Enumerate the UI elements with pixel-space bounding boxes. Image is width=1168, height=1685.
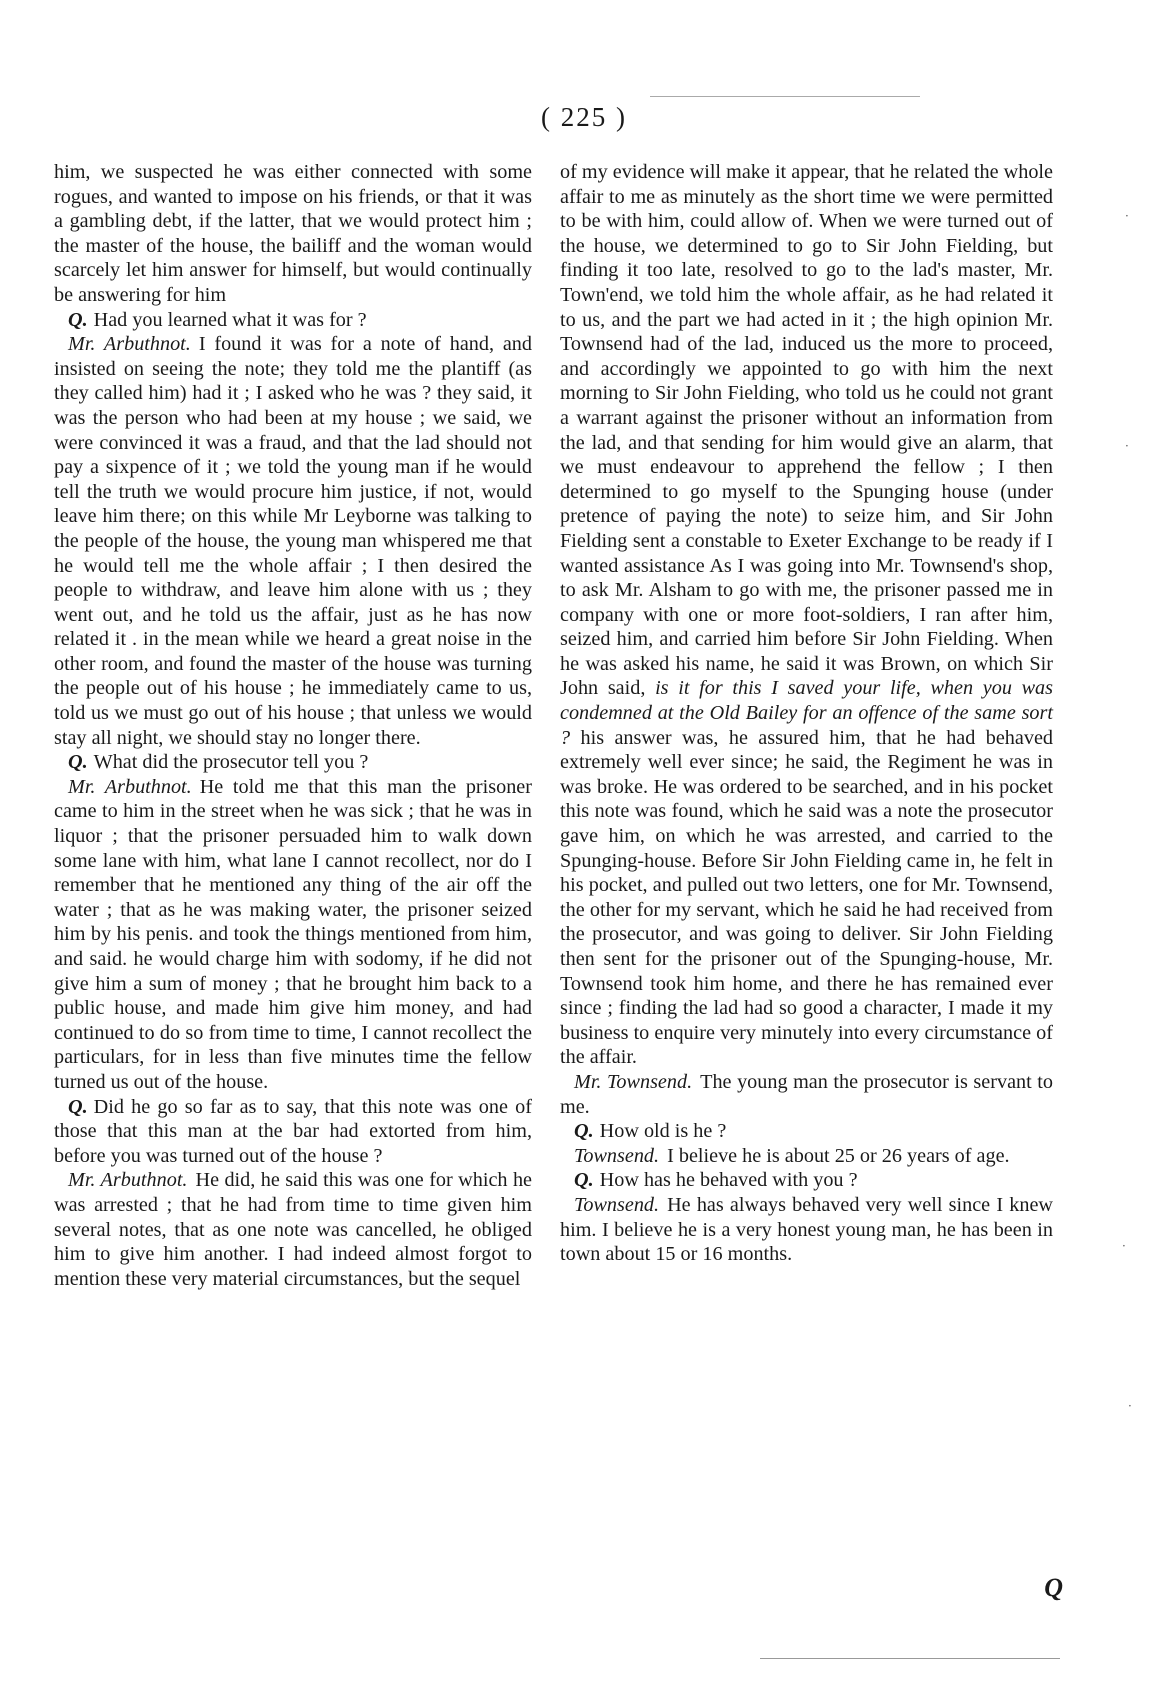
paragraph-text-continued: his answer was, he assured him, that he had behaved extremely well ever since; he said, the Regiment he was in was broke. He was ordered to be searched, and in his pocket this note was found, which he said was a note the prosecutor gave him, on which he was arrested, and carried to the Spunging-house. Before Sir John Fielding came in, he felt in his pocket, and pulled out two letters, one for Mr. Townsend, the other for my servant, which he said he had received from the prosecutor, and was going to deliver. Sir John Fielding then sent for the prisoner out of the Spunging-house, Mr. Townsend took him home, and there he has remained ever since ; finding the lad had so good a character, I made it my business to enquire very minutely into every circumstance of the affair. xyxy=(560,726,1054,1069)
margin-speck: · xyxy=(1122,1239,1126,1253)
speaker-name: Townsend. xyxy=(574,1193,660,1216)
answer-paragraph xyxy=(560,1070,1053,1119)
paragraph-text: him, we suspected he was either connected with some rogues, and wanted to impose on his friends, or that it was a gambling debt, if the latter, that we would protect him ; the master of the house, the bailiff and the woman would scarcely let him answer for himself, but would continually be answering for him xyxy=(54,161,532,306)
text-paragraph xyxy=(560,160,1053,1070)
question-paragraph xyxy=(560,1168,1053,1193)
paragraph-text: Had you learned what it was for ? xyxy=(93,308,367,331)
catchword: Q xyxy=(1044,1573,1063,1602)
question-mark: Q. xyxy=(574,1120,594,1143)
question-paragraph xyxy=(54,1095,532,1169)
text-paragraph xyxy=(54,160,532,308)
speaker-name: Mr. Arbuthnot. xyxy=(68,1169,188,1192)
paragraph-text: What did the prosecutor tell you ? xyxy=(93,751,369,774)
answer-paragraph xyxy=(54,332,532,750)
margin-speck: · xyxy=(1125,209,1129,223)
right-column xyxy=(560,160,1053,1267)
paragraph-text: He did, he said this was one for which he was arrested ; that he had from time to time given him several notes, that as one note was cancelled, he obliged him to give him another. I had indeed almost forgot to mention these very material circumstances, but the sequel xyxy=(54,1169,533,1290)
margin-speck: · xyxy=(1128,1399,1132,1413)
margin-speck: · xyxy=(1125,439,1129,453)
answer-paragraph xyxy=(54,1168,532,1291)
paragraph-text: I found it was for a note of hand, and insisted on seeing the note; they told me the plantiff (as they called him) had it ; I asked who he was ? they said, it was the person who had been at my house ; we said, we were convinced it was a fraud, and that the lad should not pay a sixpence of it ; we told the young man if he would tell the truth we would procure him justice, if not, would leave him there; on this while Mr Leyborne was talking to the people of the house, the young man whispered me that he would tell me the whole affair ; I then desired the people to withdraw, and leave him alone with us ; they went out, and he told us the affair, just as he has now related it . in the mean while we heard a great noise in the other room, and found the master of the house was turning the people out of his house ; he immediately came to us, told us we must go out of his house ; that unless we would stay all night, we should stay no longer there. xyxy=(54,333,532,749)
question-mark: Q. xyxy=(68,1095,88,1118)
speaker-name: Mr. Townsend. xyxy=(574,1070,693,1093)
speaker-name: Townsend. xyxy=(574,1144,660,1167)
paragraph-text: Did he go so far as to say, that this note was one of those that this man at the bar had extorted from him, before you was turned out of the house ? xyxy=(54,1095,532,1167)
question-paragraph xyxy=(54,750,532,775)
paragraph-text: How has he behaved with you ? xyxy=(599,1169,858,1192)
left-column xyxy=(54,160,532,1291)
answer-paragraph xyxy=(560,1144,1053,1169)
paragraph-text: of my evidence will make it appear, that he related the whole affair to me as minutely as the short time we were permitted to be with him, could allow of. When we were turned out of the house, we determined to go to Sir John Fielding, but finding it too late, resolved to go to the lad's master, Mr. Town'end, we told him the whole affair, as he had related it to us, and the part we had acted in it ; the high opinion Mr. Townsend had of the lad, induced us the more to proceed, and accordingly we appointed to go with him the next morning to Sir John Fielding, who told us he could not grant a warrant against the prisoner without an information from the lad, and that sending for him would give an alarm, that we must endeavour to apprehend the fellow ; I then determined to go myself to the Spunging house (under pretence of paying the note) to seize him, and Sir John Fielding sent a constable to Exeter Exchange to be ready if I wanted assistance As I was going into Mr. Townsend's shop, to ask Mr. Alsham to go with me, the prisoner passed me in company with one or more foot-soldiers, I ran after him, seized him, and carried him before Sir John Fielding. When he was asked his name, he said it was Brown, on which Sir John said, xyxy=(560,161,1053,700)
paragraph-text: I believe he is about 25 or 26 years of age. xyxy=(667,1144,1010,1167)
question-mark: Q. xyxy=(68,308,88,331)
speaker-name: Mr. Arbuthnot. xyxy=(68,333,191,356)
paragraph-text: He told me that this man the prisoner came to him in the street when he was sick ; that he was in liquor ; that the prisoner persuaded him to walk down some lane with him, what lane I cannot recollect, nor do I remember that he mentioned any thing of the air off the water ; that as he was making water, the prisoner seized him by his penis. and took the things mentioned from him, and said. he would charge him with sodomy, if he did not give him a sum of money ; that he brought him back to a public house, and made him give him money, and had continued to do so from time to time, I cannot recollect the particulars, for in less than five minutes time the fellow turned us out of the house. xyxy=(54,775,532,1093)
paragraph-text: How old is he ? xyxy=(599,1120,727,1143)
speaker-name: Mr. Arbuthnot. xyxy=(68,775,192,798)
question-mark: Q. xyxy=(574,1169,594,1192)
answer-paragraph xyxy=(54,775,532,1095)
question-paragraph xyxy=(560,1119,1053,1144)
question-paragraph xyxy=(54,308,532,333)
bottom-rule-fragment xyxy=(760,1658,1060,1659)
answer-paragraph xyxy=(560,1193,1053,1267)
paragraph-text: The young man the prosecutor is servant to me. xyxy=(560,1070,1053,1118)
page-number: ( 225 ) xyxy=(541,102,627,132)
question-mark: Q. xyxy=(68,751,88,774)
top-rule-fragment xyxy=(650,96,920,97)
italic-quote: is it for this I saved your life, when you was condemned at the Old Bailey for an offence of the same sort ? xyxy=(560,677,1054,749)
paragraph-text: He has always behaved very well since I knew him. I believe he is a very honest young man, he has been in town about 15 or 16 months. xyxy=(560,1193,1053,1266)
